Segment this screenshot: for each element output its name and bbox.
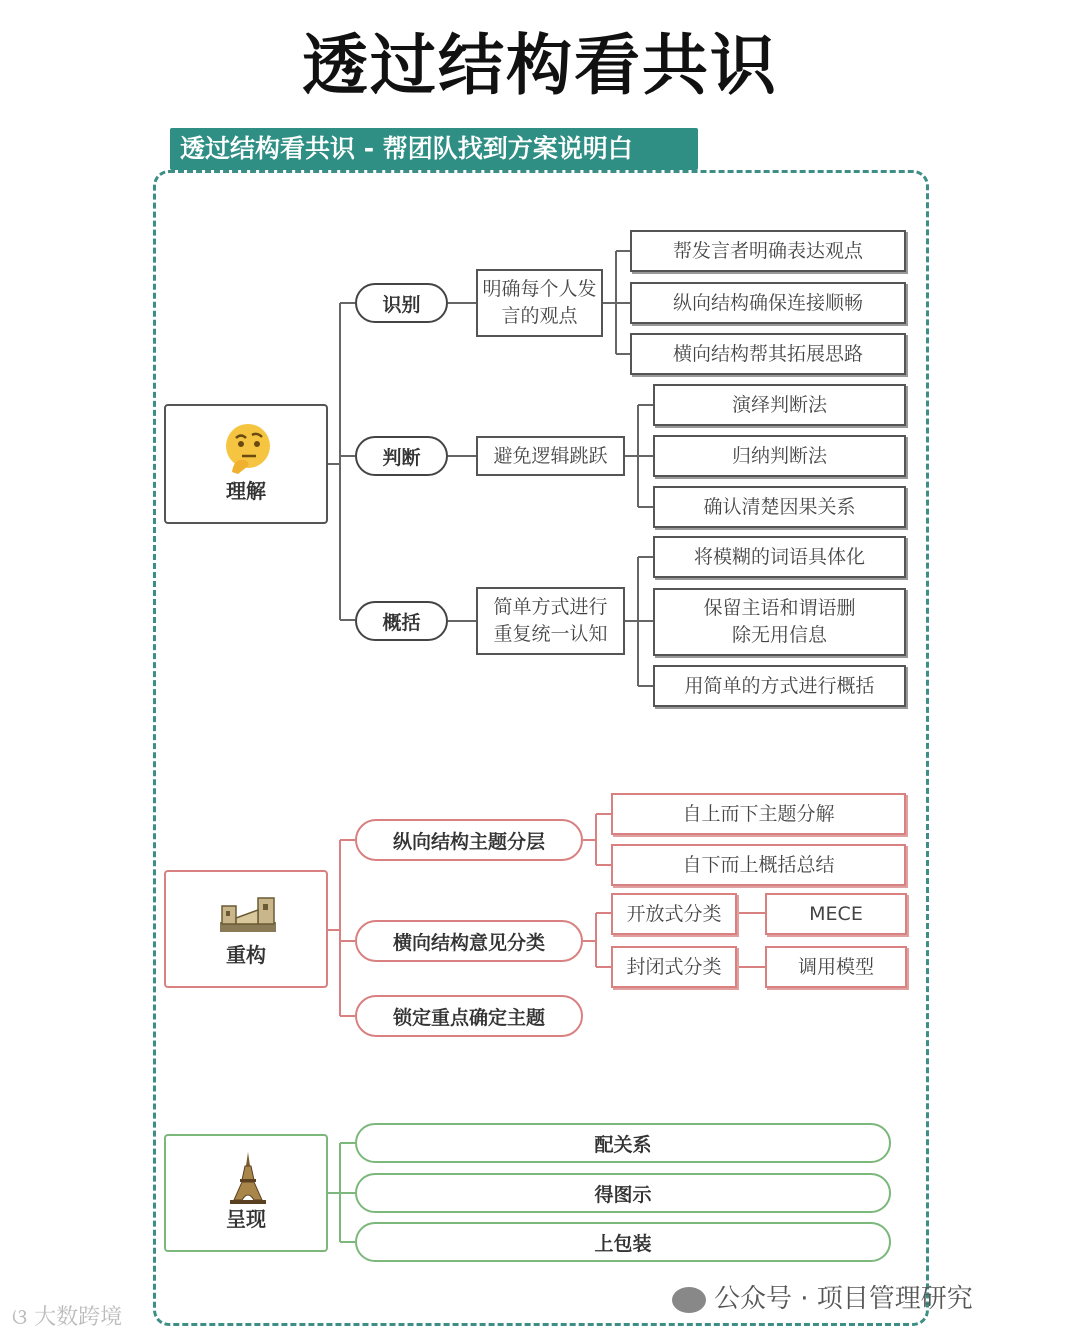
branch-identify: 识别 [355, 283, 448, 323]
present-item: 上包装 [355, 1222, 891, 1262]
mid-node-summarize: 简单方式进行重复统一认知 [476, 587, 625, 655]
branch-horizontal-classify: 横向结构意见分类 [355, 920, 583, 962]
leaf-node: 归纳判断法 [653, 435, 906, 477]
category-understand [164, 404, 328, 524]
sub-node-closed: 封闭式分类 [611, 946, 737, 988]
watermark-left [12, 1300, 122, 1331]
leaf-node: 横向结构帮其拓展思路 [630, 333, 906, 375]
banner-title: 透过结构看共识 - 帮团队找到方案说明白 [170, 128, 698, 170]
leaf-node: 演绎判断法 [653, 384, 906, 426]
leaf-node: 用简单的方式进行概括 [653, 665, 906, 707]
present-item: 得图示 [355, 1173, 891, 1213]
leaf-node: 自下而上概括总结 [611, 844, 906, 886]
page-title: 透过结构看共识 [302, 27, 778, 104]
great-wall-icon [218, 892, 278, 936]
watermark-right [672, 1278, 973, 1315]
category-label: 呈现 [226, 1207, 266, 1231]
branch-vertical-layering: 纵向结构主题分层 [355, 819, 583, 861]
leaf-node: MECE [765, 893, 907, 935]
present-item: 配关系 [355, 1123, 891, 1163]
leaf-node: 纵向结构确保连接顺畅 [630, 282, 906, 324]
watermark-right-text: 公众号 · 项目管理研究 [714, 1284, 973, 1314]
watermark-logo-icon: ଓ [12, 1305, 35, 1330]
branch-judge: 判断 [355, 436, 448, 476]
mid-node-identify: 明确每个人发言的观点 [476, 269, 603, 337]
thinking-face-icon [220, 420, 276, 476]
wechat-icon [672, 1287, 706, 1313]
category-restructure [164, 870, 328, 988]
eiffel-tower-icon [226, 1150, 270, 1206]
branch-summarize: 概括 [355, 601, 448, 641]
leaf-node: 帮发言者明确表达观点 [630, 230, 906, 272]
watermark-left-text: 大数跨境 [34, 1305, 123, 1330]
branch-lock-focus: 锁定重点确定主题 [355, 995, 583, 1037]
leaf-node: 调用模型 [765, 946, 907, 988]
leaf-node: 将模糊的词语具体化 [653, 536, 906, 578]
category-label: 重构 [226, 943, 266, 967]
leaf-node: 确认清楚因果关系 [653, 486, 906, 528]
category-present [164, 1134, 328, 1252]
leaf-node: 自上而下主题分解 [611, 793, 906, 835]
mid-node-judge: 避免逻辑跳跃 [476, 436, 625, 476]
sub-node-open: 开放式分类 [611, 893, 737, 935]
category-label: 理解 [226, 479, 266, 503]
leaf-node: 保留主语和谓语删除无用信息 [653, 588, 906, 656]
